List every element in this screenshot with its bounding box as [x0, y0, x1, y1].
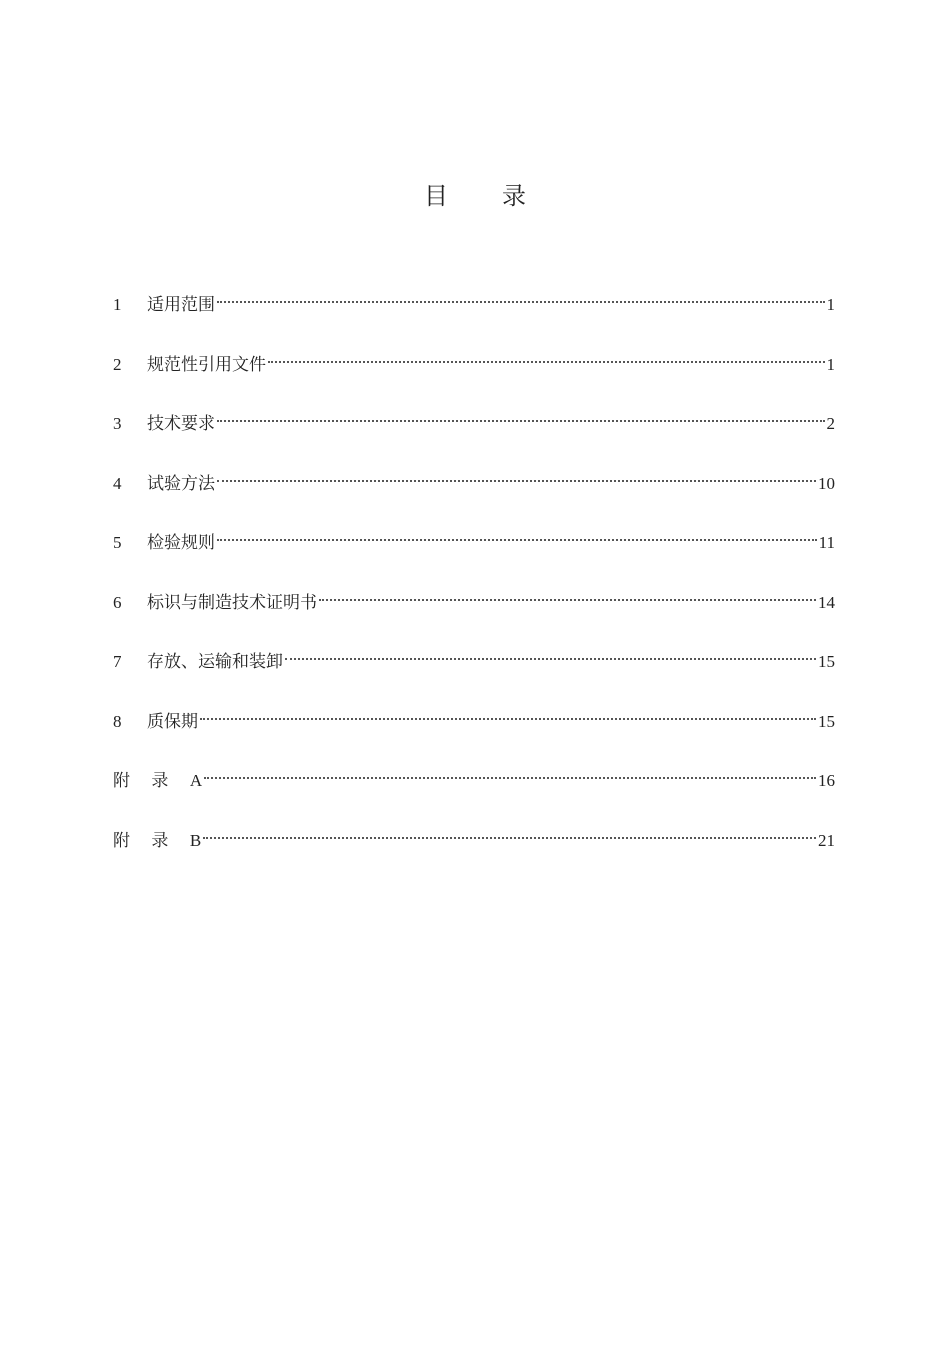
dot-leader	[204, 777, 816, 779]
appendix-letter: A	[189, 771, 203, 790]
toc-entry-page: 11	[818, 533, 835, 552]
toc-entry-label[interactable]: 质保期	[147, 711, 198, 732]
toc-entry-label[interactable]: 适用范围	[147, 295, 215, 315]
toc-entry-page: 1	[826, 354, 835, 374]
toc-entry-label[interactable]: 存放、运输和装卸	[147, 652, 283, 672]
toc-entry-label[interactable]: 试验方法	[147, 473, 215, 494]
toc-entry[interactable]	[113, 290, 835, 350]
toc-entry-page: 15	[818, 652, 835, 671]
appendix-prefix: 附 录	[113, 830, 177, 851]
toc-entry-number: 1	[113, 295, 122, 314]
toc-entry[interactable]	[113, 469, 835, 529]
appendix-prefix: 附 录	[113, 771, 177, 791]
dot-leader	[285, 658, 816, 660]
table-of-contents	[113, 290, 835, 885]
toc-entry-page: 16	[818, 771, 835, 790]
toc-appendix-entry[interactable]	[113, 826, 835, 886]
dot-leader	[217, 480, 816, 482]
toc-entry[interactable]	[113, 647, 835, 707]
toc-entry-number: 4	[113, 473, 122, 493]
toc-entry-number: 6	[113, 592, 122, 612]
dot-leader	[217, 539, 817, 541]
toc-entry-label[interactable]: 标识与制造技术证明书	[147, 592, 317, 613]
appendix-letter: B	[189, 830, 202, 850]
title-char-1: 目	[424, 182, 448, 210]
toc-entry-page: 2	[826, 414, 835, 433]
dot-leader	[319, 599, 816, 601]
toc-entry-page: 15	[818, 711, 835, 731]
dot-leader	[268, 361, 825, 363]
toc-entry-number: 8	[113, 711, 122, 731]
toc-entry[interactable]	[113, 409, 835, 469]
toc-entry-number: 3	[113, 414, 122, 433]
dot-leader	[217, 420, 825, 422]
toc-entry-page: 14	[818, 592, 835, 612]
toc-entry-number: 2	[113, 354, 122, 374]
toc-appendix-label[interactable]	[113, 766, 202, 796]
toc-entry-page: 10	[818, 473, 835, 493]
toc-entry-number: 5	[113, 533, 122, 552]
toc-entry-label[interactable]: 检验规则	[147, 533, 215, 553]
page-title	[0, 176, 950, 211]
toc-entry-page: 1	[826, 295, 835, 314]
toc-entry[interactable]	[113, 588, 835, 648]
toc-entry-number: 7	[113, 652, 122, 671]
title-char-2: 录	[502, 182, 526, 210]
toc-entry-label[interactable]: 规范性引用文件	[147, 354, 266, 375]
dot-leader	[217, 301, 825, 303]
toc-entry[interactable]	[113, 528, 835, 588]
dot-leader	[203, 837, 816, 839]
toc-entry[interactable]	[113, 707, 835, 767]
toc-entry-page: 21	[818, 830, 835, 850]
toc-entry-label[interactable]: 技术要求	[147, 414, 215, 434]
toc-appendix-entry[interactable]	[113, 766, 835, 826]
toc-appendix-label[interactable]	[113, 826, 201, 856]
toc-entry[interactable]	[113, 350, 835, 410]
dot-leader	[200, 718, 816, 720]
